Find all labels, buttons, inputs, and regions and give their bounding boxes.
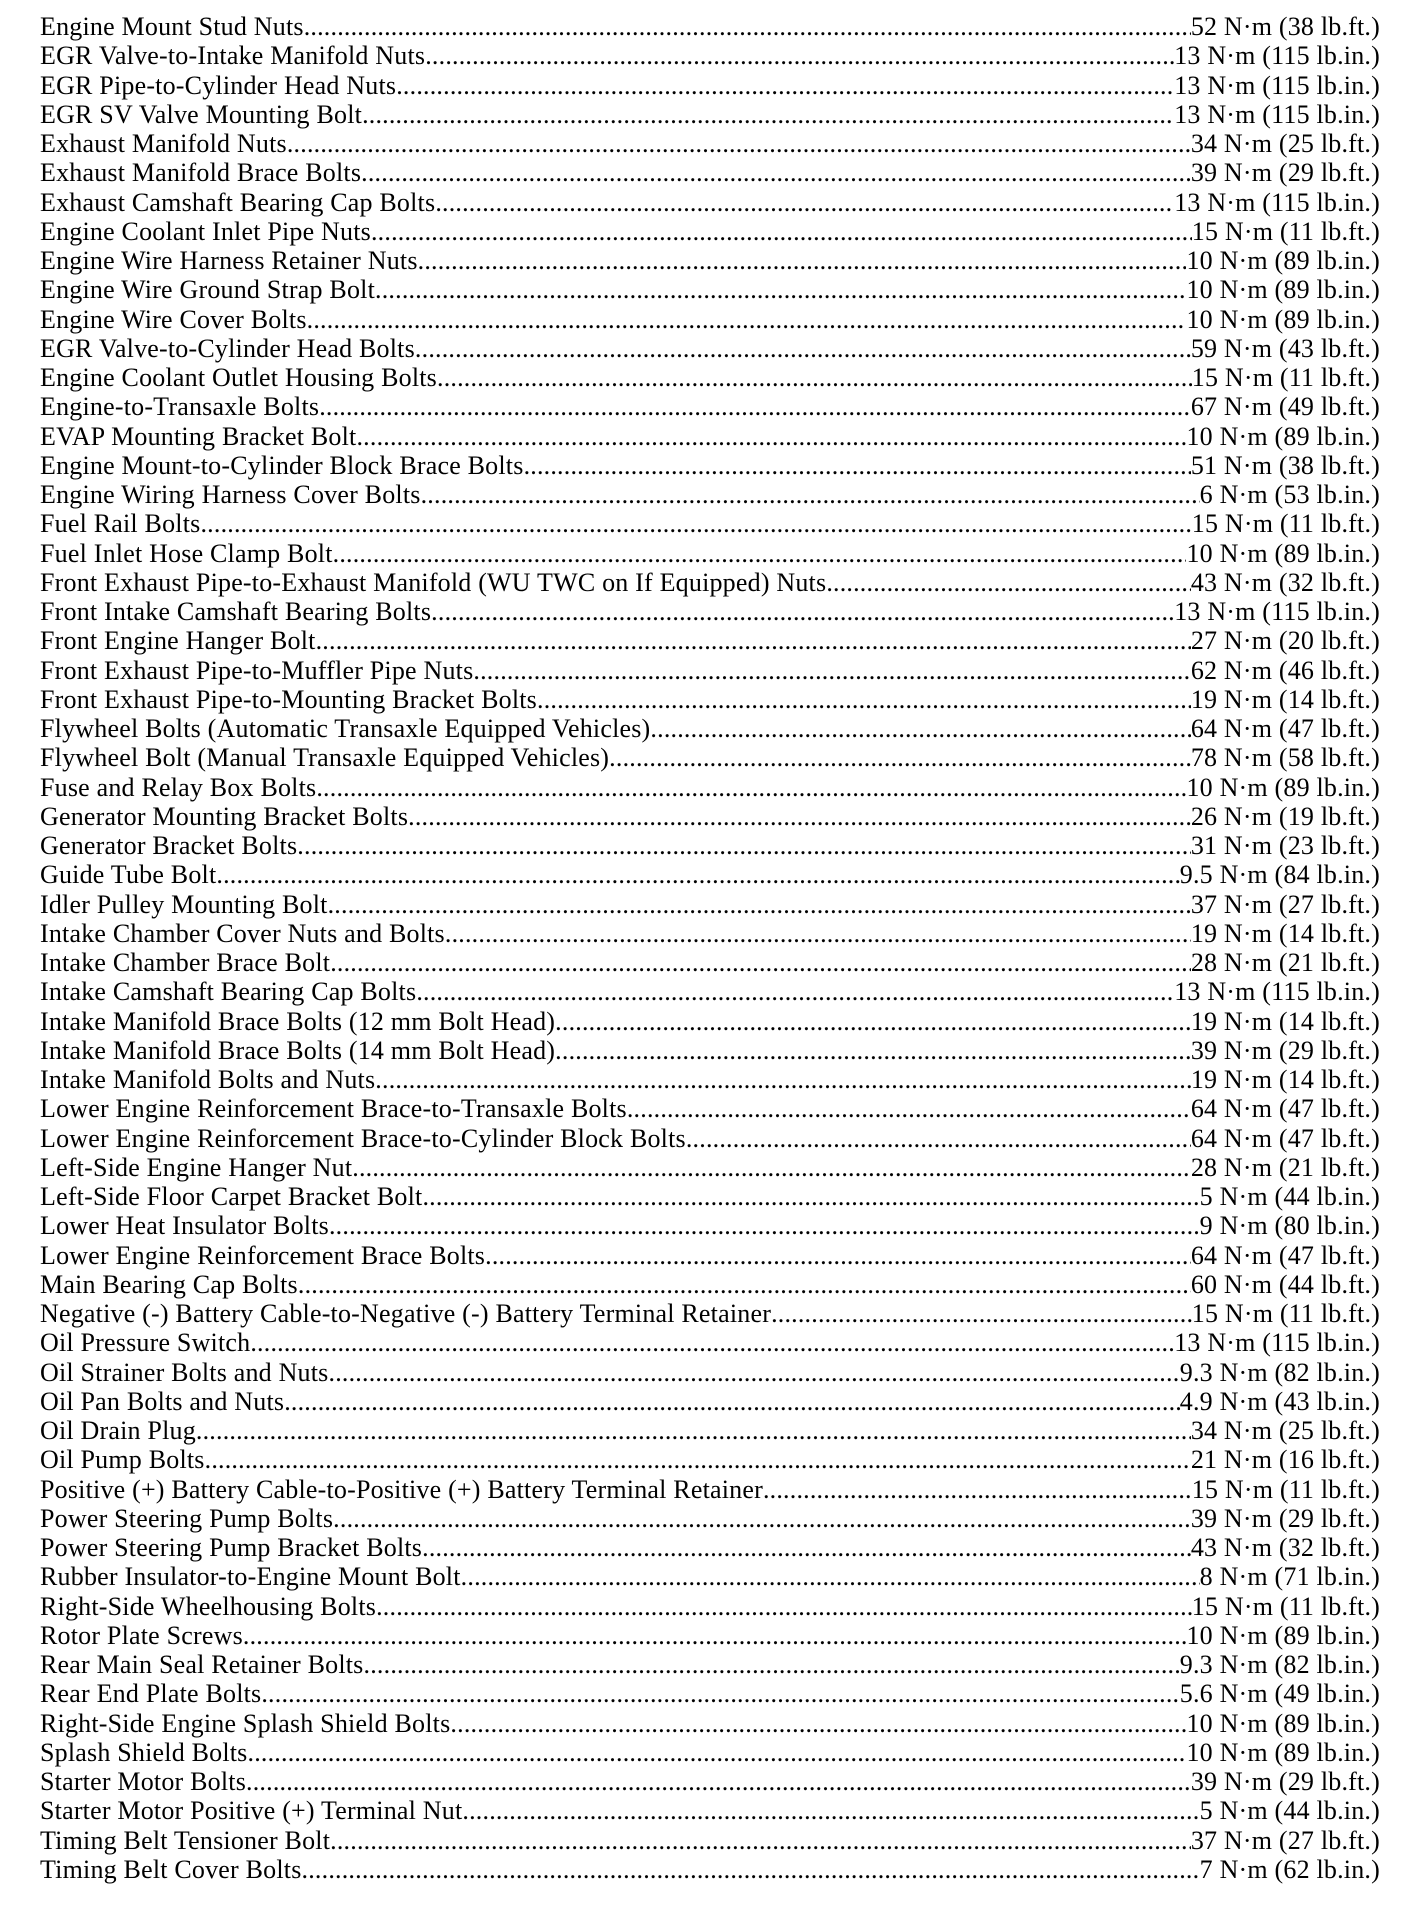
dot-leader — [408, 802, 1191, 831]
spec-value: 62 N·m (46 lb.ft.) — [1190, 655, 1380, 685]
spec-row — [40, 100, 1380, 129]
spec-value: 10 N·m (89 lb.in.) — [1186, 1620, 1380, 1650]
spec-value: 31 N·m (23 lb.ft.) — [1190, 831, 1380, 860]
spec-name: Front Exhaust Pipe-to-Exhaust Manifold (WU TWC on If Equipped) Nuts — [40, 567, 827, 597]
dot-leader — [416, 977, 1174, 1006]
spec-name: Splash Shield Bolts — [40, 1737, 248, 1767]
spec-value: 13 N·m (115 lb.in.) — [1174, 1328, 1380, 1358]
spec-row — [40, 1007, 1380, 1036]
spec-value: 15 N·m (11 lb.ft.) — [1191, 216, 1380, 246]
dot-leader — [437, 363, 1192, 392]
dot-leader — [686, 1124, 1191, 1153]
dot-leader — [304, 12, 1191, 41]
spec-row — [40, 1299, 1380, 1328]
spec-value: 5 N·m (44 lb.in.) — [1199, 1182, 1380, 1211]
dot-leader — [364, 1650, 1180, 1679]
spec-row — [40, 977, 1380, 1006]
spec-value: 9.5 N·m (84 lb.in.) — [1179, 860, 1380, 890]
dot-leader — [462, 1796, 1199, 1825]
spec-row — [40, 1445, 1380, 1474]
spec-name: Lower Engine Reinforcement Brace-to-Cylinder Block Bolts — [40, 1123, 686, 1153]
spec-row — [40, 743, 1380, 772]
spec-row — [40, 656, 1380, 685]
spec-name: Power Steering Pump Bolts — [40, 1503, 334, 1533]
dot-leader — [555, 1036, 1191, 1065]
spec-name: Negative (-) Battery Cable-to-Negative (-) Battery Terminal Retainer — [40, 1299, 772, 1328]
spec-row — [40, 948, 1380, 977]
dot-leader — [555, 1007, 1191, 1036]
spec-row — [40, 1094, 1380, 1123]
dot-leader — [362, 100, 1174, 129]
spec-value: 37 N·m (27 lb.ft.) — [1190, 889, 1380, 919]
spec-value: 19 N·m (14 lb.ft.) — [1190, 684, 1380, 714]
spec-row — [40, 685, 1380, 714]
spec-name: Engine Mount-to-Cylinder Block Brace Bolts — [40, 450, 524, 480]
spec-value: 37 N·m (27 lb.ft.) — [1190, 1825, 1380, 1855]
spec-name: Lower Engine Reinforcement Brace Bolts — [40, 1240, 486, 1270]
spec-row — [40, 1211, 1380, 1240]
spec-row — [40, 1475, 1380, 1504]
dot-leader — [333, 1504, 1191, 1533]
spec-row — [40, 1796, 1380, 1825]
spec-name: Lower Heat Insulator Bolts — [40, 1211, 329, 1241]
dot-leader — [473, 656, 1190, 685]
dot-leader — [200, 509, 1191, 538]
spec-value: 5 N·m (44 lb.in.) — [1199, 1796, 1380, 1826]
dot-leader — [375, 1065, 1191, 1094]
spec-row — [40, 831, 1380, 860]
spec-name: Engine Coolant Outlet Housing Bolts — [40, 363, 437, 392]
spec-name: Guide Tube Bolt — [40, 860, 217, 890]
spec-name: Engine Mount Stud Nuts — [40, 12, 304, 41]
spec-name: Front Intake Camshaft Bearing Bolts — [40, 597, 432, 626]
dot-leader — [248, 1738, 1187, 1767]
spec-name: Engine Wire Cover Bolts — [40, 304, 307, 334]
spec-value: 43 N·m (32 lb.ft.) — [1190, 567, 1380, 597]
spec-value: 51 N·m (38 lb.ft.) — [1190, 450, 1380, 480]
dot-leader — [356, 422, 1186, 451]
dot-leader — [284, 1387, 1180, 1416]
spec-name: Intake Manifold Brace Bolts (12 mm Bolt Head) — [40, 1006, 556, 1036]
dot-leader — [826, 568, 1191, 597]
spec-value: 8 N·m (71 lb.in.) — [1199, 1562, 1380, 1592]
dot-leader — [425, 41, 1174, 70]
spec-name: Generator Mounting Bracket Bolts — [40, 801, 409, 831]
spec-name: Engine Wire Ground Strap Bolt — [40, 275, 376, 305]
spec-name: EVAP Mounting Bracket Bolt — [40, 421, 357, 451]
dot-leader — [316, 773, 1186, 802]
spec-value: 10 N·m (89 lb.in.) — [1186, 1737, 1380, 1767]
spec-value: 15 N·m (11 lb.ft.) — [1191, 363, 1380, 392]
dot-leader — [261, 1679, 1179, 1708]
spec-row — [40, 802, 1380, 831]
spec-row — [40, 1767, 1380, 1796]
spec-row — [40, 451, 1380, 480]
dot-leader — [371, 217, 1192, 246]
spec-value: 13 N·m (115 lb.in.) — [1174, 597, 1380, 626]
spec-row — [40, 1738, 1380, 1767]
spec-value: 64 N·m (47 lb.ft.) — [1190, 1123, 1380, 1153]
dot-leader — [333, 539, 1187, 568]
spec-name: Starter Motor Positive (+) Terminal Nut — [40, 1796, 463, 1826]
dot-leader — [328, 890, 1191, 919]
dot-leader — [396, 71, 1174, 100]
dot-leader — [450, 1709, 1186, 1738]
spec-row — [40, 422, 1380, 451]
spec-row — [40, 246, 1380, 275]
spec-row — [40, 1328, 1380, 1357]
dot-leader — [445, 919, 1191, 948]
spec-value: 9.3 N·m (82 lb.in.) — [1179, 1650, 1380, 1679]
spec-value: 15 N·m (11 lb.ft.) — [1191, 1299, 1380, 1328]
spec-value: 7 N·m (62 lb.in.) — [1199, 1854, 1380, 1884]
spec-row — [40, 1270, 1380, 1299]
spec-name: Intake Camshaft Bearing Cap Bolts — [40, 977, 417, 1007]
spec-name: Fuel Rail Bolts — [40, 509, 201, 539]
spec-name: Oil Pressure Switch — [40, 1328, 251, 1358]
spec-value: 4.9 N·m (43 lb.in.) — [1179, 1386, 1380, 1416]
spec-name: Starter Motor Bolts — [40, 1767, 247, 1796]
spec-row — [40, 1533, 1380, 1562]
dot-leader — [461, 1562, 1200, 1591]
spec-row — [40, 773, 1380, 802]
spec-value: 13 N·m (115 lb.in.) — [1174, 187, 1380, 217]
spec-name: Right-Side Engine Splash Shield Bolts — [40, 1708, 451, 1738]
spec-row — [40, 1241, 1380, 1270]
dot-leader — [422, 1533, 1191, 1562]
spec-row — [40, 1387, 1380, 1416]
spec-value: 15 N·m (11 lb.ft.) — [1191, 1474, 1380, 1504]
spec-value: 28 N·m (21 lb.ft.) — [1190, 948, 1380, 977]
dot-leader — [421, 480, 1200, 509]
spec-name: Left-Side Floor Carpet Bracket Bolt — [40, 1182, 423, 1211]
spec-value: 15 N·m (11 lb.ft.) — [1191, 509, 1380, 539]
dot-leader — [302, 1855, 1200, 1884]
spec-name: Timing Belt Cover Bolts — [40, 1854, 302, 1884]
dot-leader — [250, 1328, 1174, 1357]
spec-row — [40, 1621, 1380, 1650]
spec-name: Rear Main Seal Retainer Bolts — [40, 1650, 364, 1679]
spec-row — [40, 860, 1380, 889]
spec-name: Engine Wire Harness Retainer Nuts — [40, 246, 418, 275]
dot-leader — [246, 1767, 1191, 1796]
spec-name: Intake Manifold Bolts and Nuts — [40, 1065, 376, 1094]
spec-name: Intake Chamber Cover Nuts and Bolts — [40, 918, 445, 948]
dot-leader — [485, 1241, 1191, 1270]
spec-row — [40, 188, 1380, 217]
spec-value: 78 N·m (58 lb.ft.) — [1190, 743, 1380, 773]
spec-name: Intake Manifold Brace Bolts (14 mm Bolt Head) — [40, 1035, 556, 1065]
spec-name: Engine Wiring Harness Cover Bolts — [40, 480, 421, 509]
spec-value: 13 N·m (115 lb.in.) — [1174, 99, 1380, 129]
spec-row — [40, 129, 1380, 158]
spec-value: 10 N·m (89 lb.in.) — [1186, 421, 1380, 451]
spec-value: 19 N·m (14 lb.ft.) — [1190, 918, 1380, 948]
spec-name: Timing Belt Tensioner Bolt — [40, 1825, 331, 1855]
spec-row — [40, 597, 1380, 626]
spec-name: Lower Engine Reinforcement Brace-to-Transaxle Bolts — [40, 1094, 627, 1124]
spec-row — [40, 1679, 1380, 1708]
spec-value: 10 N·m (89 lb.in.) — [1186, 772, 1380, 802]
spec-value: 39 N·m (29 lb.ft.) — [1190, 1035, 1380, 1065]
spec-value: 19 N·m (14 lb.ft.) — [1190, 1065, 1380, 1094]
dot-leader — [319, 392, 1191, 421]
dot-leader — [376, 1592, 1192, 1621]
dot-leader — [316, 626, 1191, 655]
spec-row — [40, 1650, 1380, 1679]
spec-name: Oil Pan Bolts and Nuts — [40, 1386, 285, 1416]
spec-row — [40, 714, 1380, 743]
dot-leader — [361, 158, 1191, 187]
spec-name: Rubber Insulator-to-Engine Mount Bolt — [40, 1562, 461, 1592]
dot-leader — [329, 1358, 1180, 1387]
dot-leader — [418, 246, 1187, 275]
dot-leader — [307, 305, 1187, 334]
spec-row — [40, 1562, 1380, 1591]
spec-value: 27 N·m (20 lb.ft.) — [1190, 626, 1380, 656]
dot-leader — [352, 1153, 1191, 1182]
spec-value: 9 N·m (80 lb.in.) — [1199, 1211, 1380, 1241]
dot-leader — [650, 714, 1190, 743]
spec-name: Intake Chamber Brace Bolt — [40, 948, 331, 977]
spec-row — [40, 217, 1380, 246]
dot-leader — [763, 1475, 1192, 1504]
dot-leader — [196, 1416, 1191, 1445]
spec-name: Rear End Plate Bolts — [40, 1679, 262, 1709]
spec-row — [40, 158, 1380, 187]
spec-value: 19 N·m (14 lb.ft.) — [1190, 1006, 1380, 1036]
spec-row — [40, 392, 1380, 421]
spec-row — [40, 1182, 1380, 1211]
spec-name: Engine Coolant Inlet Pipe Nuts — [40, 216, 371, 246]
spec-name: Oil Pump Bolts — [40, 1445, 205, 1475]
spec-name: Front Exhaust Pipe-to-Mounting Bracket Bolts — [40, 684, 537, 714]
spec-row — [40, 1416, 1380, 1445]
dot-leader — [422, 1182, 1199, 1211]
dot-leader — [415, 334, 1191, 363]
spec-name: Exhaust Manifold Nuts — [40, 129, 287, 158]
dot-leader — [537, 685, 1191, 714]
dot-leader — [330, 948, 1191, 977]
spec-value: 64 N·m (47 lb.ft.) — [1190, 1094, 1380, 1124]
spec-row — [40, 41, 1380, 70]
spec-name: Positive (+) Battery Cable-to-Positive (+) Battery Terminal Retainer — [40, 1474, 763, 1504]
spec-row — [40, 919, 1380, 948]
spec-value: 39 N·m (29 lb.ft.) — [1190, 1767, 1380, 1796]
spec-name: Left-Side Engine Hanger Nut — [40, 1152, 353, 1182]
spec-name: Idler Pulley Mounting Bolt — [40, 889, 328, 919]
spec-row — [40, 1153, 1380, 1182]
spec-name: Main Bearing Cap Bolts — [40, 1269, 298, 1299]
spec-name: Exhaust Manifold Brace Bolts — [40, 158, 362, 188]
spec-value: 28 N·m (21 lb.ft.) — [1190, 1152, 1380, 1182]
spec-row — [40, 1065, 1380, 1094]
spec-row — [40, 1124, 1380, 1153]
spec-value: 10 N·m (89 lb.in.) — [1186, 246, 1380, 275]
spec-name: Engine-to-Transaxle Bolts — [40, 392, 320, 422]
spec-row — [40, 71, 1380, 100]
dot-leader — [287, 129, 1191, 158]
spec-row — [40, 12, 1380, 41]
dot-leader — [330, 1826, 1191, 1855]
spec-value: 39 N·m (29 lb.ft.) — [1190, 158, 1380, 188]
dot-leader — [298, 1270, 1191, 1299]
spec-name: Oil Drain Plug — [40, 1416, 196, 1445]
spec-row — [40, 1592, 1380, 1621]
spec-row — [40, 1709, 1380, 1738]
dot-leader — [524, 451, 1191, 480]
spec-row — [40, 890, 1380, 919]
spec-name: Right-Side Wheelhousing Bolts — [40, 1591, 377, 1621]
spec-row — [40, 305, 1380, 334]
spec-value: 59 N·m (43 lb.ft.) — [1190, 333, 1380, 363]
dot-leader — [431, 597, 1174, 626]
spec-row — [40, 363, 1380, 392]
spec-value: 34 N·m (25 lb.ft.) — [1190, 129, 1380, 158]
spec-value: 52 N·m (38 lb.ft.) — [1190, 12, 1380, 41]
spec-row — [40, 1036, 1380, 1065]
spec-name: Fuel Inlet Hose Clamp Bolt — [40, 538, 333, 568]
spec-row — [40, 334, 1380, 363]
spec-value: 9.3 N·m (82 lb.in.) — [1179, 1357, 1380, 1387]
spec-row — [40, 1504, 1380, 1533]
dot-leader — [375, 275, 1186, 304]
spec-value: 21 N·m (16 lb.ft.) — [1190, 1445, 1380, 1475]
dot-leader — [243, 1621, 1187, 1650]
dot-leader — [329, 1211, 1200, 1240]
dot-leader — [435, 188, 1174, 217]
spec-value: 39 N·m (29 lb.ft.) — [1190, 1503, 1380, 1533]
spec-row — [40, 568, 1380, 597]
spec-name: Oil Strainer Bolts and Nuts — [40, 1357, 329, 1387]
spec-name: Rotor Plate Screws — [40, 1620, 243, 1650]
spec-value: 67 N·m (49 lb.ft.) — [1190, 392, 1380, 422]
spec-value: 60 N·m (44 lb.ft.) — [1190, 1269, 1380, 1299]
spec-name: Exhaust Camshaft Bearing Cap Bolts — [40, 187, 436, 217]
spec-name: EGR Valve-to-Intake Manifold Nuts — [40, 41, 426, 71]
spec-row — [40, 509, 1380, 538]
spec-row — [40, 275, 1380, 304]
spec-name: Generator Bracket Bolts — [40, 831, 298, 860]
spec-name: EGR Valve-to-Cylinder Head Bolts — [40, 333, 415, 363]
spec-value: 34 N·m (25 lb.ft.) — [1190, 1416, 1380, 1445]
spec-value: 64 N·m (47 lb.ft.) — [1190, 1240, 1380, 1270]
spec-row — [40, 539, 1380, 568]
spec-row — [40, 626, 1380, 655]
spec-row — [40, 1358, 1380, 1387]
spec-name: Power Steering Pump Bracket Bolts — [40, 1533, 423, 1562]
dot-leader — [609, 743, 1191, 772]
spec-value: 13 N·m (115 lb.in.) — [1174, 41, 1380, 71]
dot-leader — [771, 1299, 1192, 1328]
spec-value: 5.6 N·m (49 lb.in.) — [1179, 1679, 1380, 1709]
spec-name: Front Engine Hanger Bolt — [40, 626, 316, 656]
spec-name: EGR SV Valve Mounting Bolt — [40, 99, 363, 129]
spec-value: 10 N·m (89 lb.in.) — [1186, 1708, 1380, 1738]
spec-value: 64 N·m (47 lb.ft.) — [1190, 714, 1380, 743]
spec-name: Flywheel Bolts (Automatic Transaxle Equipped Vehicles) — [40, 714, 651, 743]
spec-value: 15 N·m (11 lb.ft.) — [1191, 1591, 1380, 1621]
spec-name: Fuse and Relay Box Bolts — [40, 772, 317, 802]
spec-value: 13 N·m (115 lb.in.) — [1174, 977, 1380, 1007]
spec-row — [40, 480, 1380, 509]
spec-name: Flywheel Bolt (Manual Transaxle Equipped Vehicles) — [40, 743, 610, 773]
spec-value: 43 N·m (32 lb.ft.) — [1190, 1533, 1380, 1562]
dot-leader — [627, 1094, 1191, 1123]
dot-leader — [297, 831, 1191, 860]
dot-leader — [216, 860, 1179, 889]
spec-value: 10 N·m (89 lb.in.) — [1186, 304, 1380, 334]
torque-spec-list — [40, 12, 1380, 1884]
dot-leader — [205, 1445, 1191, 1474]
spec-value: 10 N·m (89 lb.in.) — [1186, 275, 1380, 305]
spec-name: EGR Pipe-to-Cylinder Head Nuts — [40, 70, 397, 100]
spec-row — [40, 1826, 1380, 1855]
spec-value: 10 N·m (89 lb.in.) — [1186, 538, 1380, 568]
spec-value: 26 N·m (19 lb.ft.) — [1190, 801, 1380, 831]
spec-name: Front Exhaust Pipe-to-Muffler Pipe Nuts — [40, 655, 474, 685]
spec-value: 13 N·m (115 lb.in.) — [1174, 70, 1380, 100]
spec-value: 6 N·m (53 lb.in.) — [1199, 480, 1380, 509]
spec-row — [40, 1855, 1380, 1884]
